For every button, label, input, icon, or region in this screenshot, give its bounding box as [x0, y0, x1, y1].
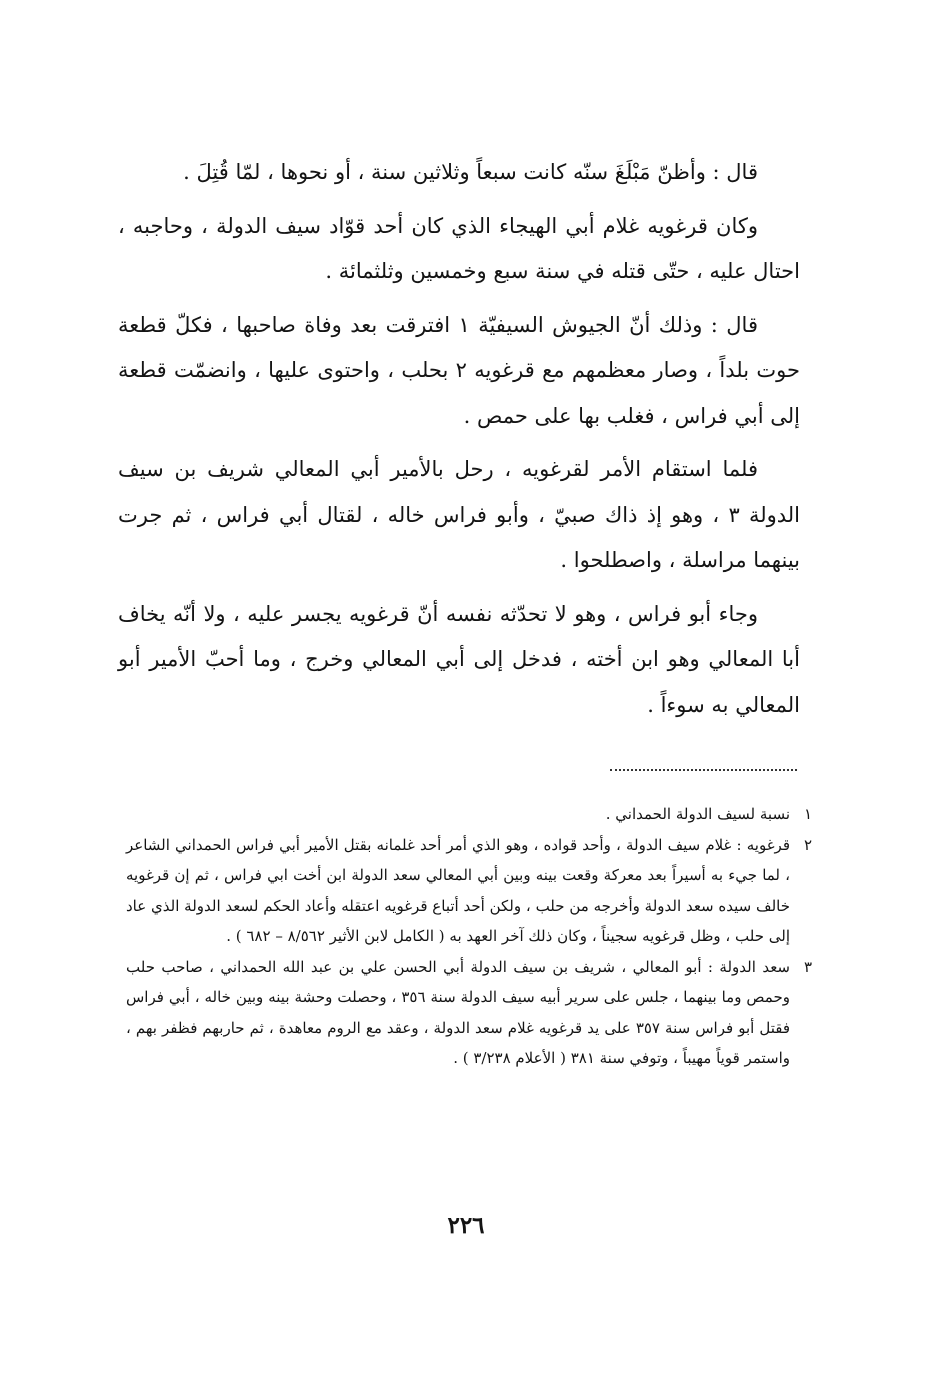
footnote-number: ٢	[803, 835, 812, 854]
footnote-number: ١	[803, 805, 812, 823]
footnote-text: نسبة لسيف الدولة الحمداني .	[605, 805, 790, 823]
footnote-1	[126, 799, 812, 830]
main-text	[118, 150, 800, 736]
page-number: ٢٢٦	[447, 1212, 485, 1239]
paragraph: وكان قرغويه غلام أبي الهيجاء الذي كان أحد قوّاد سيف الدولة ، وحاجبه ، احتال عليه ، حتّى قتله في سنة سبع وخمسين وثلثمائة .	[118, 213, 800, 283]
footnote-divider	[610, 769, 797, 771]
footnote-2	[126, 830, 812, 952]
footnote-number: ٣	[803, 957, 812, 976]
paragraph: وجاء أبو فراس ، وهو لا تحدّثه نفسه أنّ قرغويه يجسر عليه ، ولا أنّه يخاف أبا المعالي وهو ابن أخته ، فدخل إلى أبي المعالي وخرج ، وما أحبّ الأمير أبو المعالي به سوءاً .	[118, 601, 800, 717]
footnote-3	[126, 952, 812, 1074]
footnote-text: قرغويه : غلام سيف الدولة ، وأحد قواده ، وهو الذي أمر أحد غلمانه بقتل الأمير أبي فراس الحمداني الشاعر ، لما جيء به أسيراً بعد معركة وقعت بينه وبين أبي المعالي سعد الدولة ابن أخت ابي فراس ، ثم إن قرغويه خالف سيده سعد الدولة وأخرجه من حلب ، ولكن أحد أتباع قرغويه اعتقله وأعاد الحكم لسعد الدولة الذي عاد إلى حلب ، وظل قرغويه سجيناً ، وكان ذلك آخر العهد به ( الكامل لابن الأثير ٨/٥٦٢ – ٦٨٢ ) .	[126, 835, 790, 945]
footnote-text: سعد الدولة : أبو المعالي ، شريف بن سيف الدولة أبي الحسن علي بن عبد الله الحمداني ، صاحب حلب وحمص وما بينهما ، جلس على سرير أبيه سيف الدولة سنة ٣٥٦ ، وحصلت وحشة بينه وبين خاله ، أبي فراس فقتل أبو فراس سنة ٣٥٧ على يد قرغويه غلام سعد الدولة ، وعقد مع الروم معاهدة ، ثم حاربهم فظفر بهم ، واستمر قوياً مهيباً ، وتوفي سنة ٣٨١ ( الأعلام ٣/٢٣٨ ) .	[126, 957, 790, 1067]
paragraph: فلما استقام الأمر لقرغويه ، رحل بالأمير أبي المعالي شريف بن سيف الدولة ٣ ، وهو إذ ذاك صبيّ ، وأبو فراس خاله ، لقتال أبي فراس ، ثم جرت بينهما مراسلة ، واصطلحوا .	[118, 457, 801, 572]
footnotes	[126, 799, 812, 1074]
paragraph: قال : وذلك أنّ الجيوش السيفيّة ١ افترقت بعد وفاة صاحبها ، فكلّ قطعة حوت بلداً ، وصار معظمهم مع قرغويه ٢ بحلب ، واحتوى عليها ، وانضمّت قطعة إلى أبي فراس ، فغلب بها على حمص .	[118, 312, 800, 428]
paragraph: قال : وأظنّ مَبْلَغَ سنّه كانت سبعاً وثلاثين سنة ، أو نحوها ، لمّا قُتِلَ .	[183, 160, 758, 184]
